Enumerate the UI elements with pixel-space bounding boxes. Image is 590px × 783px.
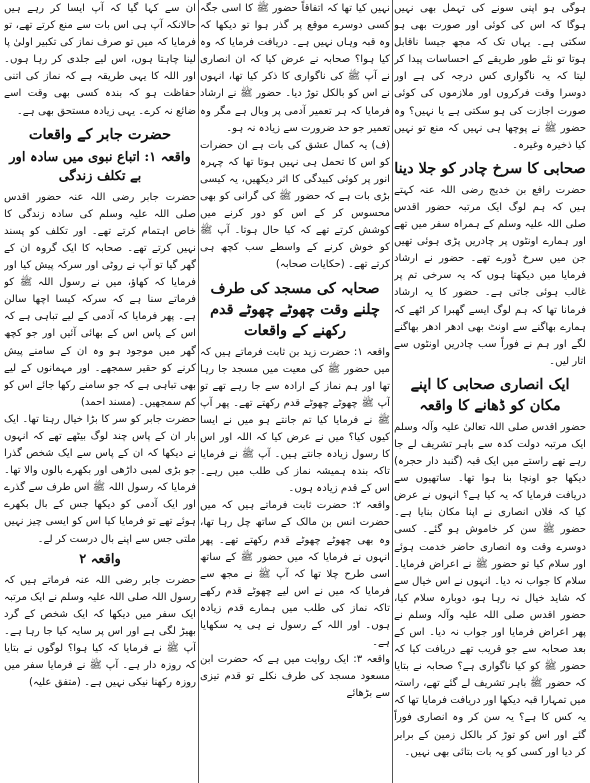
section-heading: صحابہ کی مسجد کی طرف چلنے وقت چھوٹے چھوٹے قدم رکھنے کے واقعات	[210, 279, 380, 339]
column-divider	[198, 0, 199, 783]
paragraph: واقعہ ۲: حضرت ثابت فرماتے ہیں کہ میں حضرت انس بن مالک کے ساتھ چل رہا تھا، وہ بھی چھوٹے چھوٹے قدم رکھتے تھے۔ پھر انہوں نے فرمایا کہ میں حضور ﷺ کے ساتھ اسی طرح چلا تھا کہ آپ ﷺ نے مجھ سے فرمایا کہ میں نے اس لیے چھوٹے قدم رکھے تاکہ نماز کی طلب میں ہمارے قدم زیادہ ہوں۔ اور اللہ کے رسول نے ہی یہ سکھایا ہے۔	[200, 500, 390, 649]
paragraph: (ف) یہ کمال عشق کی بات ہے ان حضرات کو اس کا تحمل ہی نہیں ہوتا تھا کہ چہرہ انور پر کوئی کبیدگی کا اثر دیکھیں، یہ کیسی بڑی بات ہے کہ حضور ﷺ کی گرانی کو بھی محسوس کر کے اس کو دور کرنے میں کوشش کرتے تھے کہ کیا حال ہوتا۔ آپ ﷺ کو خوش کرنے کے واسطے سب کچھ ہی کرتے تھے۔ (حکایات صحابہ)	[200, 139, 390, 271]
paragraph: حضرت جابر رضی اللہ عنہ فرماتے ہیں کہ رسول اللہ صلی اللہ علیہ وسلم نے ایک مرتبہ ایک سفر میں دیکھا کہ ایک شخص کے گرد بھیڑ لگی ہے اور اس پر سایہ کیا جا رہا ہے۔ آپ ﷺ نے فرمایا کہ کیا ہوا؟ لوگوں نے بتایا کہ روزہ دار ہے۔ آپ ﷺ نے فرمایا سفر میں روزہ رکھنا نیکی نہیں ہے۔ (متفق علیہ)	[4, 574, 196, 689]
section-heading: حضرت جابر کے واقعات	[28, 125, 172, 143]
column-left	[4, 0, 196, 783]
paragraph: حضرت جابر رضی اللہ عنہ حضور اقدس صلی اللہ علیہ وسلم کی سادہ زندگی کا خاص اہتمام کرتے تھے۔ اور تکلف کو پسند نہیں کرتے تھے۔ صحابہ کا ایک گروہ ان کے گھر گیا تو آپ نے روٹی اور سرکہ پیش کیا اور فرمایا کہ کھاؤ، میں نے رسول اللہ ﷺ کو فرماتے سنا ہے کہ سرکہ کیسا اچھا سالن ہے۔ پھر فرمایا کہ آدمی کے لیے تباہی ہے کہ اس کے پاس اس کے بھائی آئیں اور جو کچھ گھر میں موجود ہو وہ ان کے سامنے پیش کرنے کو حقیر سمجھے۔ اور مہمانوں کے لیے بھی تباہی ہے کہ جو سامنے رکھا جائے اس کو کم سمجھیں۔ (مسند احمد)	[4, 191, 196, 408]
paragraph: ان سے کہا گیا کہ آپ ایسا کر رہے ہیں حالانکہ آپ ہی اس بات سے منع کرتے تھے، تو فرمایا کہ میں تو صرف نماز کی تکبیر اولیٰ پا لینا چاہتا ہوں، اس لیے جلدی کر رہا ہوں۔ اور اللہ کا یہی طریقہ ہے کہ نماز کی اتنی حفاظت ہو کہ بندہ کسی بھی وقت اسے ضائع نہ کرے۔ یہی زیادہ مستحق بھی ہے۔	[4, 3, 196, 117]
column-right	[394, 0, 586, 783]
column-divider	[392, 0, 393, 783]
paragraph: نہیں کیا تھا کہ اتفاقاً حضور ﷺ کا اسی جگہ کسی دوسرے موقع پر گذر ہوا تو دیکھا کہ وہ قبہ وہاں نہیں ہے۔ دریافت فرمایا کہ وہ کیا ہوا؟ صحابہ نے عرض کیا کہ ان انصاری نے آپ ﷺ کی ناگواری کا ذکر کیا تھا، انہوں نے اس کو بالکل توڑ دیا۔ حضور ﷺ نے ارشاد فرمایا کہ ہر تعمیر آدمی پر وبال ہے مگر وہ تعمیر جو حد ضرورت سے زیادہ نہ ہو۔	[200, 3, 390, 134]
paragraph: حضور اقدس صلی اللہ تعالیٰ علیہ وآلہ وسلم ایک مرتبہ دولت کدہ سے باہر تشریف لے جا رہے تھے راستے میں ایک قبہ (گنبد دار حجرہ) دیکھا جو اونچا بنا ہوا تھا۔ ساتھیوں سے دریافت فرمایا کہ یہ کیا ہے؟ انہوں نے عرض کیا کہ فلاں انصاری نے اپنا مکان بنایا ہے۔ حضور ﷺ سن کر خاموش ہو گئے۔ کسی دوسرے وقت وہ انصاری حاضر خدمت ہوئے اور سلام کیا تو حضور ﷺ نے اعراض فرمایا۔ سلام کا جواب نہ دیا۔ انہوں نے اس خیال سے کہ شاید خیال نہ رہا ہو، دوبارہ سلام کیا، حضور اقدس صلی اللہ علیہ وآلہ وسلم نے پھر اعراض فرمایا اور جواب نہ دیا۔ اس کے بعد صحابہ سے جو قریب تھے دریافت کیا کہ حضور ﷺ کو کیا ناگواری ہے؟ صحابہ نے بتایا کہ حضور ﷺ باہر تشریف لے گئے تھے، راستہ میں تمہارا قبہ دیکھا اور دریافت فرمایا تھا کہ یہ کس کا ہے؟ یہ سن کر وہ انصاری فوراً گئے اور اس کو توڑ کر بالکل زمین کے برابر کر دیا اور کسی کو یہ بات بتائی بھی نہیں۔	[394, 421, 586, 758]
column-middle	[200, 0, 390, 783]
paragraph: واقعہ ۱: حضرت زید بن ثابت فرماتے ہیں کہ میں حضور ﷺ کی معیت میں مسجد جا رہا تھا اور ہم نماز کے ارادہ سے جا رہے تھے تو آپ ﷺ چھوٹے چھوٹے قدم رکھتے تھے۔ پھر آپ ﷺ نے فرمایا کیا تم جانتے ہو میں نے ایسا کیوں کیا؟ میں نے عرض کیا کہ اللہ اور اس کا رسول زیادہ جانتے ہیں۔ آپ ﷺ نے فرمایا تاکہ بندہ ہمیشہ نماز کی طلب میں رہے۔ اس کے قدم زیادہ ہوں۔	[200, 346, 390, 495]
section-subheading: واقعہ ۱: اتباع نبوی میں سادہ اور بے تکلف زندگی	[9, 149, 191, 184]
section-heading: صحابی کا سرخ چادر کو جلا دینا	[394, 159, 586, 177]
paragraph: حضرت رافع بن خدیج رضی اللہ عنہ کہتے ہیں کہ ہم لوگ ایک مرتبہ حضور اقدس صلی اللہ علیہ وسلم کے ہمراہ سفر میں تھے اور ہمارے اونٹوں پر چادریں پڑی ہوئی تھیں جن میں سرخ ڈورے تھے۔ حضور نے ارشاد فرمایا میں دیکھتا ہوں کہ یہ سرخی تم پر غالب ہوئی جاتی ہے۔ حضور کا یہ ارشاد فرمانا تھا کہ ہم لوگ ایسے گھبرا کر اٹھے کہ ہمارے بھاگنے سے اونٹ بھی ادھر ادھر بھاگنے لگے اور ہم نے فوراً سب چادریں اونٹوں سے اتار لیں۔	[394, 184, 586, 367]
paragraph: واقعہ ۳: ایک روایت میں ہے کہ حضرت ابن مسعود مسجد کی طرف نکلے تو قدم تیزی سے بڑھائے	[200, 654, 390, 700]
section-heading: ایک انصاری صحابی کا اپنے مکان کو ڈھانے کا واقعہ	[410, 375, 570, 414]
section-subheading: واقعہ ۲	[79, 551, 121, 567]
paragraph: ہوگی ہو اپنی سونے کی تہمل بھی نہیں ہوگا کہ اس کی کوئی اور صورت بھی ہو سکتی ہے۔ یہاں تک کہ مجھ جیسا ناقابل ہوتا تو نئے طور طریقے کے احساسات پیدا کر لیتا کہ یہ ناگواری کس درجہ کی ہے اور دوسرا وقت فرکروں اور ملازموں کی کوئی صورت اجازت کی ہو سکتی ہے یا نہیں؟ وہ حضور ﷺ نے پوچھا ہی نہیں کہ منع تو نہیں کیا ذخیرہ وغیرہ۔	[394, 3, 586, 151]
paragraph: حضرت جابر کو سر کا بڑا خیال رہتا تھا۔ ایک بار ان کے پاس چند لوگ بیٹھے تھے کہ انہوں نے دیکھا کہ ان کے پاس سے ایک شخص گذرا جو بڑی لمبی داڑھی اور بکھرے بالوں والا تھا۔ فرمایا کہ رسول اللہ ﷺ اس طرف سے گذرے اور ایک آدمی کو دیکھا جس کے بال بکھرے ہوئے تھے تو فرمایا کیا اس کو ایسی چیز نہیں ملتی جس سے اپنے بال درست کر لے۔	[4, 413, 196, 545]
